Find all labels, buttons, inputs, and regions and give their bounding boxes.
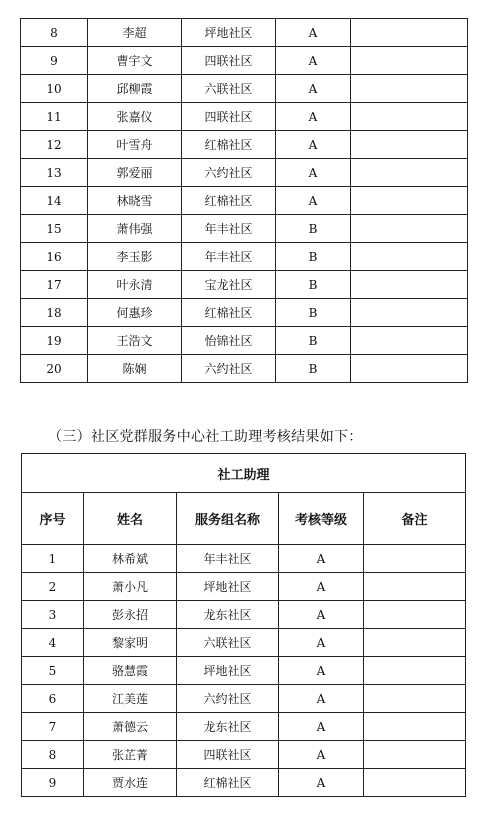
cell-note bbox=[364, 685, 466, 713]
cell-name: 彭永招 bbox=[84, 601, 177, 629]
header-grade: 考核等级 bbox=[279, 493, 364, 545]
cell-grade: A bbox=[276, 47, 351, 75]
cell-name: 骆慧霞 bbox=[84, 657, 177, 685]
cell-grade: A bbox=[276, 19, 351, 47]
cell-name: 邱柳霞 bbox=[88, 75, 182, 103]
cell-no: 2 bbox=[22, 573, 84, 601]
table-row bbox=[21, 103, 468, 131]
cell-note bbox=[351, 271, 468, 299]
cell-no: 3 bbox=[22, 601, 84, 629]
header-name: 姓名 bbox=[84, 493, 177, 545]
cell-grade: A bbox=[276, 131, 351, 159]
cell-grade: A bbox=[279, 713, 364, 741]
cell-no: 11 bbox=[21, 103, 88, 131]
table-row bbox=[22, 713, 466, 741]
cell-note bbox=[364, 629, 466, 657]
cell-name: 叶永清 bbox=[88, 271, 182, 299]
table-row bbox=[22, 769, 466, 797]
cell-community: 红棉社区 bbox=[182, 299, 276, 327]
cell-name: 李玉影 bbox=[88, 243, 182, 271]
cell-no: 6 bbox=[22, 685, 84, 713]
cell-community: 年丰社区 bbox=[177, 545, 279, 573]
cell-grade: A bbox=[279, 629, 364, 657]
social-work-assistant-table bbox=[21, 453, 466, 797]
cell-no: 19 bbox=[21, 327, 88, 355]
cell-note bbox=[351, 327, 468, 355]
cell-grade: B bbox=[276, 355, 351, 383]
cell-grade: B bbox=[276, 243, 351, 271]
cell-name: 林希斌 bbox=[84, 545, 177, 573]
cell-grade: A bbox=[279, 741, 364, 769]
cell-grade: A bbox=[276, 103, 351, 131]
header-community: 服务组名称 bbox=[177, 493, 279, 545]
table-row bbox=[22, 741, 466, 769]
cell-community: 六约社区 bbox=[177, 685, 279, 713]
table-caption: 社工助理 bbox=[22, 454, 466, 493]
table-row bbox=[22, 629, 466, 657]
cell-no: 4 bbox=[22, 629, 84, 657]
cell-community: 四联社区 bbox=[182, 103, 276, 131]
table-row bbox=[21, 327, 468, 355]
cell-name: 张嘉仪 bbox=[88, 103, 182, 131]
cell-community: 六约社区 bbox=[182, 159, 276, 187]
cell-grade: A bbox=[279, 685, 364, 713]
assessment-table-continued bbox=[20, 18, 468, 383]
cell-name: 黎家明 bbox=[84, 629, 177, 657]
cell-note bbox=[351, 103, 468, 131]
cell-community: 四联社区 bbox=[177, 741, 279, 769]
cell-grade: A bbox=[276, 187, 351, 215]
cell-note bbox=[364, 741, 466, 769]
cell-grade: A bbox=[276, 75, 351, 103]
cell-name: 叶雪舟 bbox=[88, 131, 182, 159]
cell-name: 何惠珍 bbox=[88, 299, 182, 327]
cell-name: 江美莲 bbox=[84, 685, 177, 713]
section-heading: （三）社区党群服务中心社工助理考核结果如下： bbox=[48, 429, 363, 445]
cell-note bbox=[364, 601, 466, 629]
table-row bbox=[21, 215, 468, 243]
table-row bbox=[21, 187, 468, 215]
cell-grade: B bbox=[276, 327, 351, 355]
cell-no: 9 bbox=[22, 769, 84, 797]
cell-note bbox=[364, 657, 466, 685]
cell-no: 20 bbox=[21, 355, 88, 383]
table-row bbox=[22, 601, 466, 629]
cell-no: 9 bbox=[21, 47, 88, 75]
table-caption-row bbox=[22, 454, 466, 493]
cell-name: 郭爱丽 bbox=[88, 159, 182, 187]
cell-no: 16 bbox=[21, 243, 88, 271]
cell-name: 萧伟强 bbox=[88, 215, 182, 243]
cell-no: 14 bbox=[21, 187, 88, 215]
header-note: 备注 bbox=[364, 493, 466, 545]
table-row bbox=[21, 159, 468, 187]
header-row bbox=[22, 493, 466, 545]
cell-community: 六联社区 bbox=[177, 629, 279, 657]
cell-no: 8 bbox=[21, 19, 88, 47]
table-row bbox=[22, 657, 466, 685]
cell-grade: A bbox=[279, 545, 364, 573]
cell-no: 17 bbox=[21, 271, 88, 299]
table-row bbox=[21, 75, 468, 103]
cell-grade: A bbox=[279, 601, 364, 629]
cell-community: 红棉社区 bbox=[182, 131, 276, 159]
cell-no: 1 bbox=[22, 545, 84, 573]
cell-community: 龙东社区 bbox=[177, 601, 279, 629]
cell-grade: B bbox=[276, 271, 351, 299]
cell-note bbox=[351, 187, 468, 215]
cell-grade: B bbox=[276, 215, 351, 243]
cell-note bbox=[351, 47, 468, 75]
table-row bbox=[22, 573, 466, 601]
cell-note bbox=[351, 75, 468, 103]
table-row bbox=[21, 271, 468, 299]
cell-no: 12 bbox=[21, 131, 88, 159]
table-body bbox=[22, 545, 466, 797]
cell-no: 8 bbox=[22, 741, 84, 769]
cell-note bbox=[364, 769, 466, 797]
cell-name: 萧德云 bbox=[84, 713, 177, 741]
cell-name: 贾水连 bbox=[84, 769, 177, 797]
cell-community: 六约社区 bbox=[182, 355, 276, 383]
cell-note bbox=[351, 159, 468, 187]
cell-name: 张芷菁 bbox=[84, 741, 177, 769]
cell-note bbox=[351, 299, 468, 327]
cell-no: 7 bbox=[22, 713, 84, 741]
header-number: 序号 bbox=[22, 493, 84, 545]
cell-note bbox=[364, 573, 466, 601]
cell-community: 龙东社区 bbox=[177, 713, 279, 741]
cell-community: 年丰社区 bbox=[182, 215, 276, 243]
cell-community: 坪地社区 bbox=[182, 19, 276, 47]
cell-name: 李超 bbox=[88, 19, 182, 47]
cell-grade: A bbox=[279, 769, 364, 797]
cell-community: 坪地社区 bbox=[177, 657, 279, 685]
cell-grade: A bbox=[276, 159, 351, 187]
cell-community: 红棉社区 bbox=[177, 769, 279, 797]
cell-name: 林晓雪 bbox=[88, 187, 182, 215]
cell-grade: A bbox=[279, 573, 364, 601]
cell-note bbox=[364, 713, 466, 741]
cell-name: 陈娴 bbox=[88, 355, 182, 383]
table-row bbox=[22, 545, 466, 573]
cell-note bbox=[351, 19, 468, 47]
cell-name: 曹宇文 bbox=[88, 47, 182, 75]
cell-community: 坪地社区 bbox=[177, 573, 279, 601]
cell-no: 15 bbox=[21, 215, 88, 243]
cell-community: 四联社区 bbox=[182, 47, 276, 75]
table-row bbox=[21, 47, 468, 75]
cell-grade: B bbox=[276, 299, 351, 327]
cell-no: 13 bbox=[21, 159, 88, 187]
table-row bbox=[21, 355, 468, 383]
cell-name: 王浩文 bbox=[88, 327, 182, 355]
table-row bbox=[21, 131, 468, 159]
cell-note bbox=[351, 355, 468, 383]
cell-community: 宝龙社区 bbox=[182, 271, 276, 299]
table-row bbox=[21, 19, 468, 47]
cell-community: 红棉社区 bbox=[182, 187, 276, 215]
cell-note bbox=[351, 243, 468, 271]
cell-note bbox=[364, 545, 466, 573]
cell-community: 六联社区 bbox=[182, 75, 276, 103]
cell-note bbox=[351, 215, 468, 243]
cell-grade: A bbox=[279, 657, 364, 685]
cell-note bbox=[351, 131, 468, 159]
cell-no: 18 bbox=[21, 299, 88, 327]
cell-community: 怡锦社区 bbox=[182, 327, 276, 355]
table-row bbox=[21, 299, 468, 327]
cell-community: 年丰社区 bbox=[182, 243, 276, 271]
cell-no: 10 bbox=[21, 75, 88, 103]
table-row bbox=[21, 243, 468, 271]
cell-name: 萧小凡 bbox=[84, 573, 177, 601]
cell-no: 5 bbox=[22, 657, 84, 685]
table-body bbox=[21, 19, 468, 383]
table-row bbox=[22, 685, 466, 713]
